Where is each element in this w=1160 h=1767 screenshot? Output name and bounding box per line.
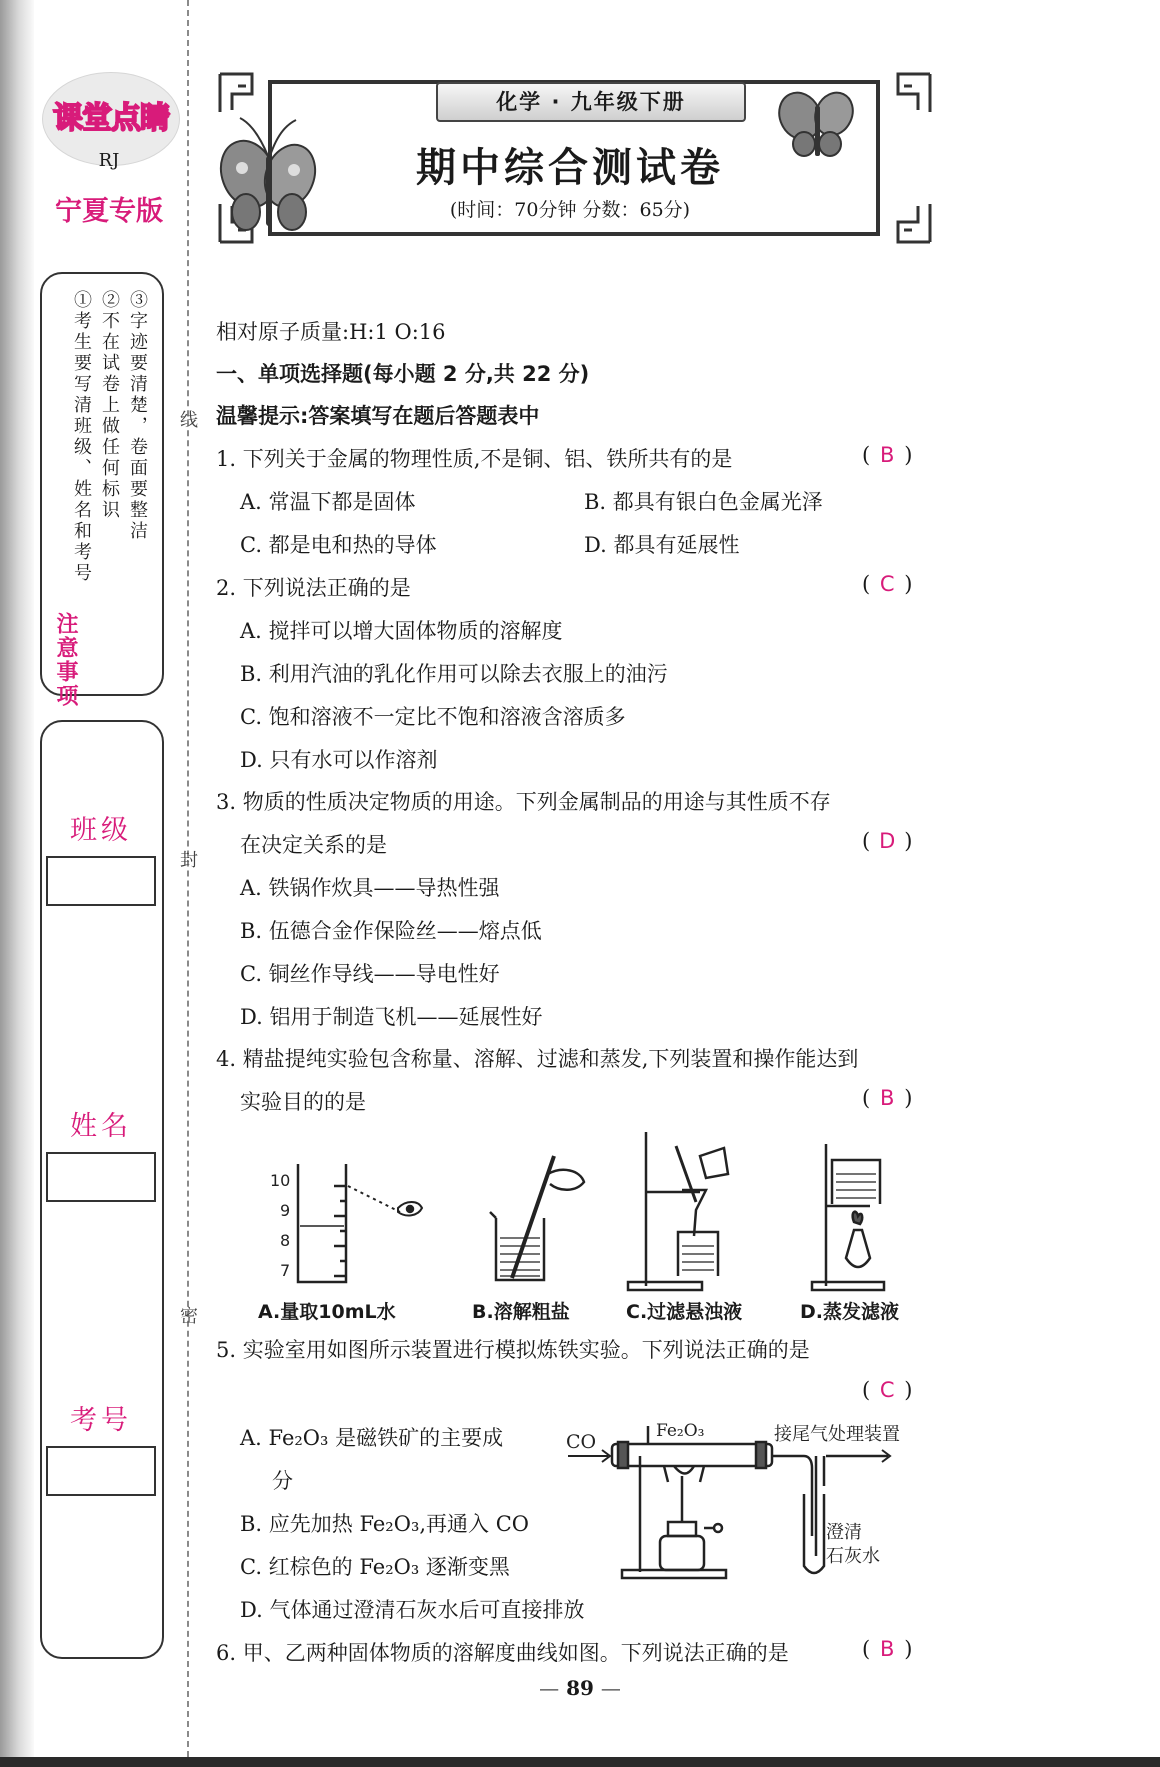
answer-bracket: ( C ) bbox=[862, 572, 913, 596]
note-item: ③字迹要清楚，卷面要整洁 bbox=[127, 290, 148, 542]
option: D. 气体通过澄清石灰水后可直接排放 bbox=[240, 1598, 585, 1622]
option: A. 常温下都是固体 bbox=[240, 490, 416, 514]
filtration-apparatus-icon bbox=[628, 1132, 728, 1290]
answer-bracket: ( B ) bbox=[862, 443, 913, 467]
answer-letter: C bbox=[879, 1378, 895, 1402]
figure-caption: A.量取10mL水 bbox=[258, 1301, 396, 1323]
question-stem: 4. 精盐提纯实验包含称量、溶解、过滤和蒸发,下列装置和操作能达到 bbox=[216, 1047, 859, 1071]
iron-smelting-figure bbox=[564, 1416, 934, 1582]
figure-caption: C.过滤悬浊液 bbox=[626, 1301, 743, 1323]
option: C. 铜丝作导线——导电性好 bbox=[240, 962, 500, 986]
salt-purification-figure bbox=[250, 1126, 930, 1294]
note-item: ②不在试卷上做任何标识 bbox=[99, 290, 120, 521]
question-stem-cont: 实验目的的是 bbox=[240, 1090, 366, 1114]
seal-mark: 封 bbox=[180, 850, 198, 871]
figure-caption: B.溶解粗盐 bbox=[472, 1301, 570, 1323]
question-stem: 3. 物质的性质决定物质的用途。下列金属制品的用途与其性质不存 bbox=[216, 790, 831, 814]
tip: 温馨提示:答案填写在题后答题表中 bbox=[216, 404, 540, 428]
cylinder-tick: 8 bbox=[280, 1231, 291, 1250]
bottom-edge bbox=[0, 1757, 1160, 1767]
notes-title: 注意事项 bbox=[53, 612, 78, 708]
option-cont: 分 bbox=[272, 1469, 293, 1493]
question-stem: 6. 甲、乙两种固体物质的溶解度曲线如图。下列说法正确的是 bbox=[216, 1641, 789, 1665]
figure-caption: D.蒸发滤液 bbox=[800, 1301, 899, 1323]
class-field[interactable] bbox=[46, 856, 156, 906]
option: D. 都具有延展性 bbox=[584, 533, 740, 557]
limewater-label: 石灰水 bbox=[826, 1546, 880, 1567]
answer-letter: D bbox=[879, 829, 896, 853]
answer-letter: C bbox=[879, 572, 895, 596]
series-code: RJ bbox=[98, 150, 120, 171]
option: C. 红棕色的 Fe₂O₃ 逐渐变黑 bbox=[240, 1555, 510, 1579]
cylinder-tick: 10 bbox=[270, 1171, 291, 1190]
seal-mark: 线 bbox=[180, 410, 198, 431]
section-heading: 一、单项选择题(每小题 2 分,共 22 分) bbox=[216, 362, 590, 386]
option: B. 伍德合金作保险丝——熔点低 bbox=[240, 919, 542, 943]
answer-bracket: ( D ) bbox=[862, 829, 913, 853]
answer-bracket: ( B ) bbox=[862, 1086, 913, 1110]
fe2o3-label: Fe₂O₃ bbox=[656, 1421, 705, 1441]
edition-label: 宁夏专版 bbox=[55, 196, 163, 227]
answer-letter: B bbox=[879, 443, 895, 467]
note-item: ①考生要写清班级、姓名和考号 bbox=[71, 290, 92, 584]
page-edge-shadow bbox=[0, 0, 34, 1767]
tail-gas-label: 接尾气处理装置 bbox=[774, 1424, 900, 1445]
option: B. 都具有银白色金属光泽 bbox=[584, 490, 823, 514]
question-stem: 1. 下列关于金属的物理性质,不是铜、铝、铁所共有的是 bbox=[216, 447, 733, 471]
cylinder-tick: 9 bbox=[280, 1201, 291, 1220]
option: C. 都是电和热的导体 bbox=[240, 533, 437, 557]
atomic-mass-note: 相对原子质量:H:1 O:16 bbox=[216, 320, 446, 344]
answer-bracket: ( C ) bbox=[862, 1378, 913, 1402]
option: B. 利用汽油的乳化作用可以除去衣服上的油污 bbox=[240, 662, 668, 686]
question-stem: 5. 实验室用如图所示装置进行模拟炼铁实验。下列说法正确的是 bbox=[216, 1338, 810, 1362]
page-number: — 89 — bbox=[539, 1676, 621, 1700]
option: A. 铁锅作炊具——导热性强 bbox=[240, 876, 500, 900]
evaporation-apparatus-icon bbox=[812, 1144, 884, 1290]
co-label: CO bbox=[566, 1431, 597, 1453]
exam-meta: (时间：70分钟 分数：65分) bbox=[449, 199, 691, 221]
cylinder-tick: 7 bbox=[280, 1261, 291, 1280]
name-label: 姓名 bbox=[70, 1111, 132, 1142]
answer-letter: B bbox=[879, 1637, 895, 1661]
limewater-label: 澄清 bbox=[826, 1522, 862, 1543]
seal-mark: 密 bbox=[180, 1306, 198, 1327]
option: D. 只有水可以作溶剂 bbox=[240, 748, 438, 772]
exam-number-field[interactable] bbox=[46, 1446, 156, 1496]
exam-number-label: 考号 bbox=[70, 1405, 132, 1436]
butterfly-right-icon bbox=[772, 86, 860, 156]
option: D. 铝用于制造飞机——延展性好 bbox=[240, 1005, 543, 1029]
cut-line bbox=[187, 0, 189, 1757]
answer-bracket: ( B ) bbox=[862, 1637, 913, 1661]
question-stem: 2. 下列说法正确的是 bbox=[216, 576, 411, 600]
subject-banner: 化学 · 九年级下册 bbox=[436, 82, 746, 122]
graduated-cylinder-icon bbox=[298, 1164, 422, 1282]
name-field[interactable] bbox=[46, 1152, 156, 1202]
question-stem-cont: 在决定关系的是 bbox=[240, 833, 387, 857]
option: A. Fe₂O₃ 是磁铁矿的主要成 bbox=[240, 1426, 504, 1450]
option: B. 应先加热 Fe₂O₃,再通入 CO bbox=[240, 1512, 529, 1536]
class-label: 班级 bbox=[70, 815, 132, 846]
option: C. 饱和溶液不一定比不饱和溶液含溶质多 bbox=[240, 705, 626, 729]
page-title: 期中综合测试卷 bbox=[416, 145, 724, 191]
logo-text: 课堂点睛 bbox=[53, 101, 169, 136]
answer-letter: B bbox=[879, 1086, 895, 1110]
option: A. 搅拌可以增大固体物质的溶解度 bbox=[240, 619, 563, 643]
beaker-stir-icon bbox=[490, 1156, 584, 1280]
